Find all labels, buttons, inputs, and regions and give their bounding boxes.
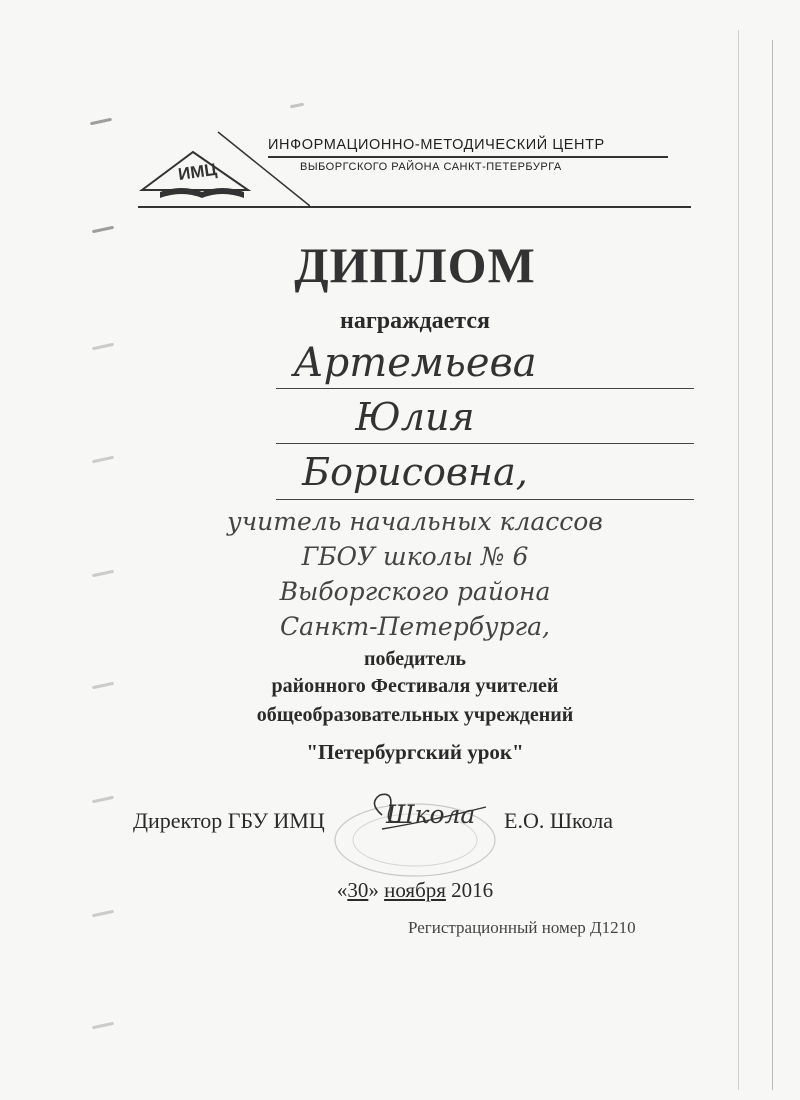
position-line: учитель начальных классов	[227, 507, 603, 536]
punch-mark	[92, 910, 114, 918]
diploma-title: ДИПЛОМ	[294, 237, 536, 293]
position-line: Санкт-Петербурга,	[280, 612, 550, 641]
date-month: ноября	[384, 878, 446, 902]
punch-mark	[92, 796, 114, 804]
director-signature	[360, 785, 500, 845]
date-year: 2016	[451, 878, 494, 902]
svg-text:Школа: Школа	[386, 800, 476, 829]
director-title: Директор ГБУ ИМЦ	[133, 808, 325, 833]
awarded-label: награждается	[340, 308, 490, 334]
date-open-quote: «	[336, 878, 348, 902]
org-name-line2: ВЫБОРГСКОГО РАЙОНА САНКТ-ПЕТЕРБУРГА	[300, 161, 562, 173]
date-close-quote: »	[368, 878, 379, 902]
winner-line: районного Фестиваля учителей	[271, 675, 559, 697]
festival-name: "Петербургский урок"	[306, 740, 524, 764]
winner-line: победитель	[363, 648, 466, 670]
winner-line: общеобразовательных учреждений	[256, 704, 574, 726]
name-underline	[276, 499, 694, 500]
org-divider	[268, 156, 668, 158]
recipient-first-name: Юлия	[355, 395, 475, 439]
logo-text: ИМЦ	[176, 159, 218, 184]
issue-date	[0, 878, 800, 903]
punch-mark	[92, 226, 114, 234]
position-line: ГБОУ школы № 6	[301, 542, 529, 571]
date-day: 30	[347, 878, 369, 902]
punch-mark	[90, 118, 112, 126]
director-name: Е.О. Школа	[504, 808, 614, 833]
recipient-surname: Артемьева	[293, 340, 537, 386]
recipient-patronymic: Борисовна,	[302, 450, 528, 494]
registration-number: Регистрационный номер Д1210	[408, 918, 636, 937]
org-name-line1: ИНФОРМАЦИОННО-МЕТОДИЧЕСКИЙ ЦЕНТР	[268, 137, 605, 153]
punch-mark	[290, 103, 304, 109]
name-underline	[276, 443, 694, 444]
punch-mark	[92, 1022, 114, 1030]
header-divider	[138, 206, 691, 208]
name-underline	[276, 388, 694, 389]
position-line: Выборгского района	[279, 577, 551, 606]
